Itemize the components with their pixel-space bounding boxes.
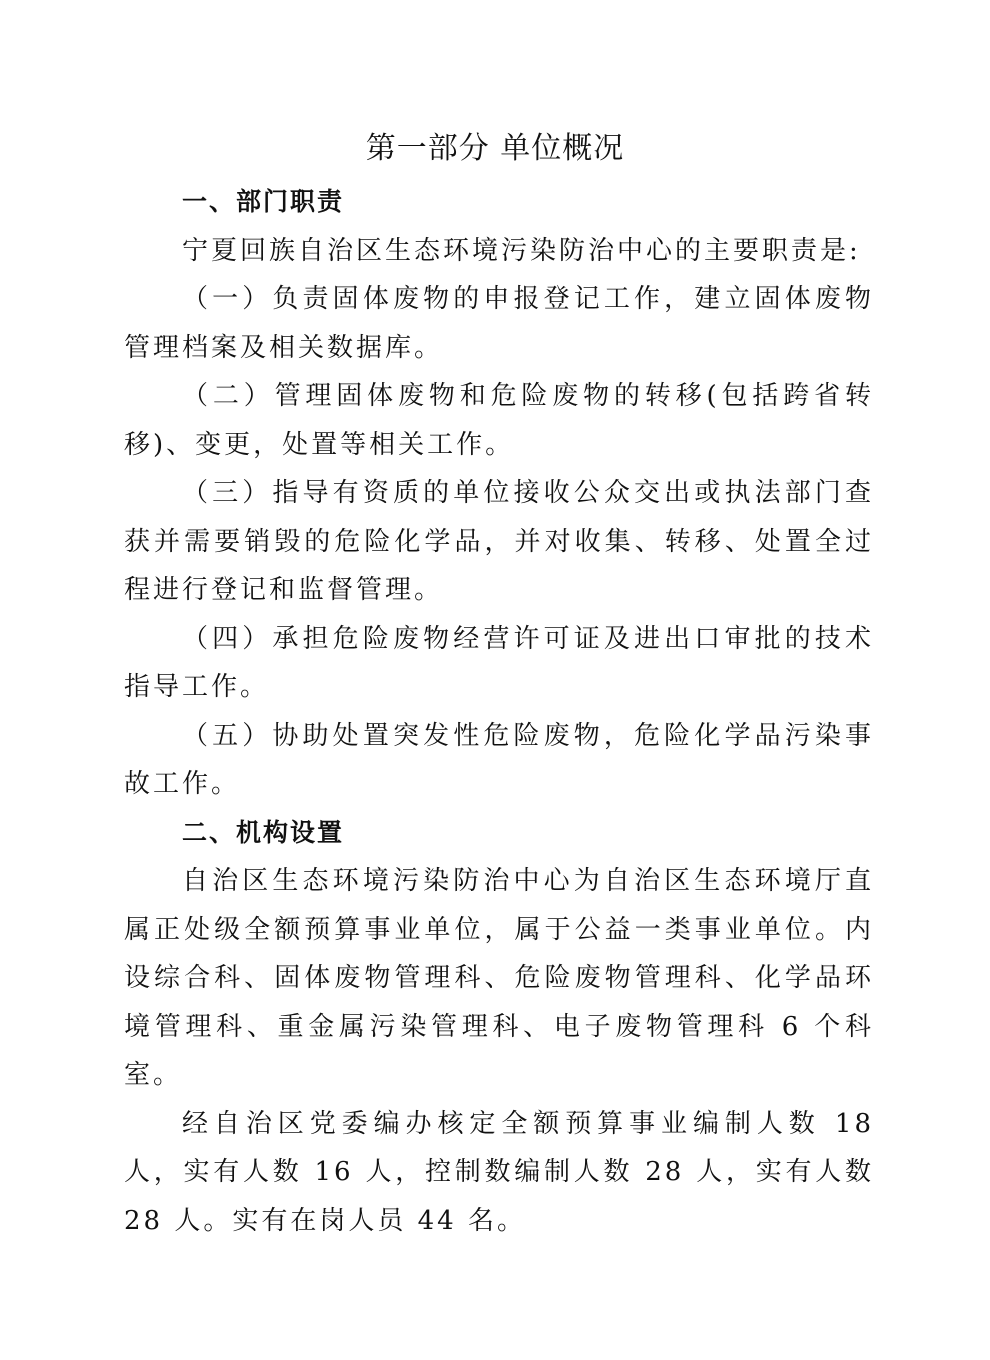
paragraph: （二）管理固体废物和危险废物的转移(包括跨省转移)、变更，处置等相关工作。 (124, 381, 874, 460)
paragraph: 宁夏回族自治区生态环境污染防治中心的主要职责是: (182, 235, 861, 266)
paragraph: （一）负责固体废物的申报登记工作，建立固体废物管理档案及相关数据库。 (124, 284, 874, 363)
page-title: 第一部分 单位概况 (365, 131, 625, 166)
paragraph: （四）承担危险废物经营许可证及进出口审批的技术指导工作。 (124, 623, 874, 702)
paragraph: 自治区生态环境污染防治中心为自治区生态环境厅直属正处级全额预算事业单位，属于公益一类事业单位。内设综合科、固体废物管理科、危险废物管理科、化学品环境管理科、重金属污染管理科、电子废物管理科 6 个科室。 (124, 866, 874, 1090)
section-heading-duties: 一、部门职责 (182, 187, 345, 216)
document-body (124, 178, 874, 1245)
paragraph: （三）指导有资质的单位接收公众交出或执法部门查获并需要销毁的危险化学品，并对收集、转移、处置全过程进行登记和监督管理。 (124, 478, 874, 605)
section-heading-organization: 二、机构设置 (182, 817, 345, 847)
paragraph: （五）协助处置突发性危险废物，危险化学品污染事故工作。 (124, 720, 874, 799)
paragraph: 经自治区党委编办核定全额预算事业编制人数 18 人，实有人数 16 人，控制数编制人数 28 人，实有人数 28 人。实有在岗人员 44 名。 (124, 1108, 874, 1236)
